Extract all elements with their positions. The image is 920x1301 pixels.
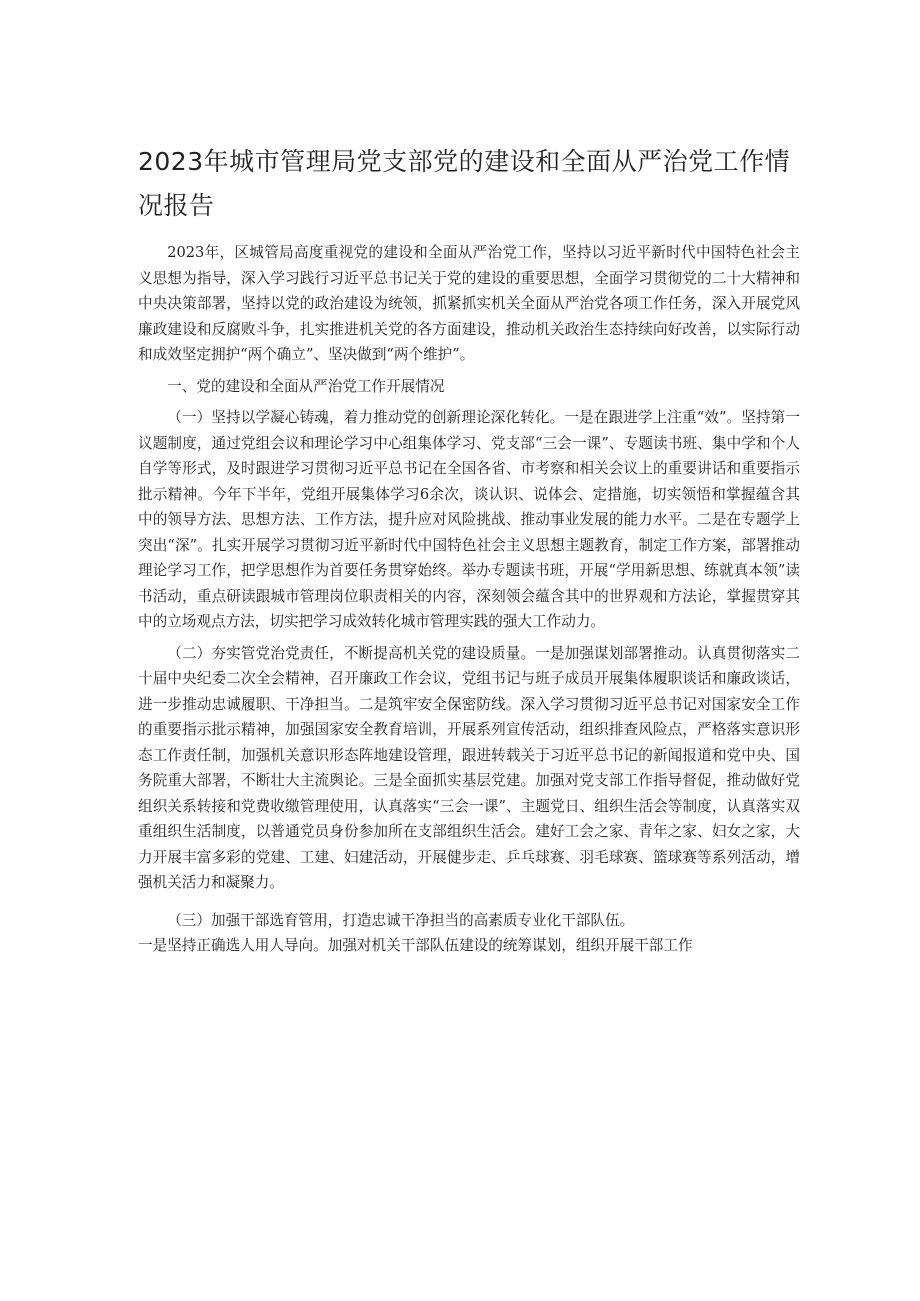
- paragraph-1: （一）坚持以学凝心铸魂，着力推动党的创新理论深化转化。一是在跟进学上注重“效”。坚持第一议题制度，通过党组会议和理论学习中心组集体学习、党支部“三会一课”、专题读书班、集中学和个人自学等形式，及时跟进学习贯彻习近平总书记在全国各省、市考察和相关会议上的重要讲话和重要指示批示精神。今年下半年，党组开展集体学习6余次，谈认识、说体会、定措施，切实领悟和掌握蕴含其中的领导方法、思想方法、工作方法，提升应对风险挑战、推动事业发展的能力水平。二是在专题学上突出“深”。扎实开展学习贯彻习近平新时代中国特色社会主义思想主题教育，制定工作方案，部署推动理论学习工作，把学思想作为首要任务贯穿始终。举办专题读书班，开展“学用新思想、练就真本领”读书活动，重点研读跟城市管理岗位职责相关的内容，深刻领会蕴含其中的世界观和方法论，掌握贯穿其中的立场观点方法，切实把学习成效转化城市管理实践的强大工作动力。: [138, 409, 800, 630]
- section-heading: 一、党的建设和全面从严治党工作开展情况: [167, 377, 445, 395]
- document-title: 2023年城市管理局党支部党的建设和全面从严治党工作情况报告: [138, 147, 791, 220]
- paragraph-3-body: 一是坚持正确选人用人导向。加强对机关干部队伍建设的统筹谋划，组织开展干部工作: [138, 937, 693, 954]
- intro-paragraph: 2023年，区城管局高度重视党的建设和全面从严治党工作，坚持以习近平新时代中国特色社会主义思想为指导，深入学习践行习近平总书记关于党的建设的重要思想，全面学习贯彻党的二十大精神和中央决策部署，坚持以党的政治建设为统领，抓紧抓实机关全面从严治党各项工作任务，深入开展党风廉政建设和反腐败斗争，扎实推进机关党的各方面建设，推动机关政治生态持续向好改善，以实际行动和成效坚定拥护“两个确立”、坚决做到“两个维护”。: [138, 244, 800, 363]
- paragraph-3-heading: （三）加强干部选育管用，打造忠诚干净担当的高素质专业化干部队伍。: [167, 911, 635, 929]
- paragraph-2: （二）夯实管党治党责任，不断提高机关党的建设质量。一是加强谋划部署推动。认真贯彻落实二十届中央纪委二次全会精神，召开廉政工作会议，党组书记与班子成员开展集体履职谈话和廉政谈话，进一步推动忠诚履职、干净担当。二是筑牢安全保密防线。深入学习贯彻习近平总书记对国家安全工作的重要指示批示精神，加强国家安全教育培训，开展系列宣传活动，组织排查风险点，严格落实意识形态工作责任制，加强机关意识形态阵地建设管理，跟进转载关于习近平总书记的新闻报道和党中央、国务院重大部署，不断壮大主流舆论。三是全面抓实基层党建。加强对党支部工作指导督促，推动做好党组织关系转接和党费收缴管理使用，认真落实“三会一课”、主题党日、组织生活会等制度，认真落实双重组织生活制度，以普通党员身份参加所在支部组织生活会。建好工会之家、青年之家、妇女之家，大力开展丰富多彩的党建、工建、妇建活动，开展健步走、乒乓球赛、羽毛球赛、篮球赛等系列活动，增强机关活力和凝聚力。: [138, 644, 800, 891]
- document-body: [138, 240, 800, 959]
